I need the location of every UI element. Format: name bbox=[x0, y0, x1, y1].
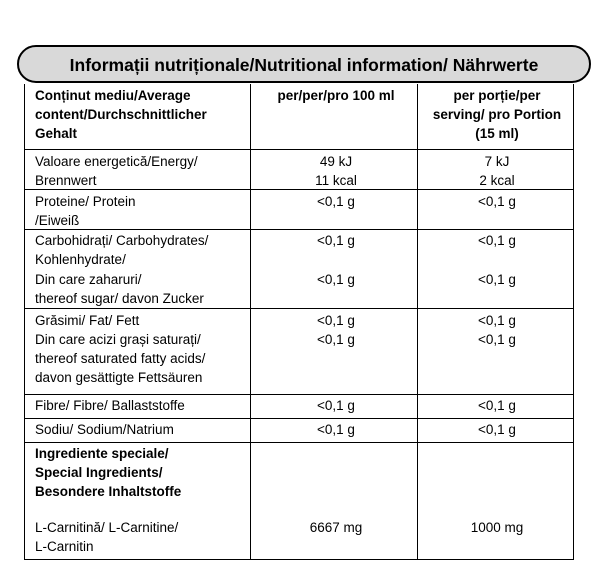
energy-per-serving: 7 kJ 2 kcal bbox=[479, 154, 515, 188]
saturated-fat-label: Din care acizi grași saturați/ thereof saturated fatty acids/ davon gesättigte Fettsäuren bbox=[35, 332, 206, 385]
sodium-label: Sodiu/ Sodium/Natrium bbox=[35, 422, 174, 437]
header-per-serving: per porție/per serving/ pro Portion (15 ml) bbox=[432, 88, 562, 141]
carbohydrates-label: Carbohidrați/ Carbohydrates/ Kohlenhydrate/ bbox=[35, 233, 209, 267]
special-ingredients-heading: Ingrediente speciale/ Special Ingredients/ Besondere Inhaltstoffe bbox=[35, 446, 182, 499]
carbohydrates-per-serving: <0,1 g bbox=[478, 233, 516, 248]
fibre-label: Fibre/ Fibre/ Ballaststoffe bbox=[35, 398, 185, 413]
saturated-fat-per-serving: <0,1 g bbox=[478, 332, 516, 347]
sugar-per-100ml: <0,1 g bbox=[317, 272, 355, 287]
header-per-100ml: per/per/pro 100 ml bbox=[277, 88, 395, 103]
protein-label: Proteine/ Protein /Eiweiß bbox=[35, 194, 136, 228]
row-divider bbox=[25, 442, 573, 443]
fat-per-serving: <0,1 g bbox=[478, 313, 516, 328]
l-carnitine-per-serving: 1000 mg bbox=[470, 520, 524, 535]
fibre-per-serving: <0,1 g bbox=[478, 398, 516, 413]
saturated-fat-per-100ml: <0,1 g bbox=[317, 332, 355, 347]
title-banner: Informații nutriționale/Nutritional information/ Nährwerte bbox=[17, 45, 591, 83]
column-divider bbox=[250, 84, 251, 559]
header-nutrient: Conținut mediu/Average content/Durchschnittlicher Gehalt bbox=[35, 88, 207, 141]
row-divider bbox=[25, 149, 573, 150]
l-carnitine-label: L-Carnitină/ L-Carnitine/ L-Carnitin bbox=[35, 520, 179, 554]
energy-label: Valoare energetică/Energy/ Brennwert bbox=[35, 154, 198, 188]
fat-per-100ml: <0,1 g bbox=[317, 313, 355, 328]
sugar-per-serving: <0,1 g bbox=[478, 272, 516, 287]
carbohydrates-per-100ml: <0,1 g bbox=[317, 233, 355, 248]
protein-per-100ml: <0,1 g bbox=[317, 194, 355, 209]
l-carnitine-per-100ml: 6667 mg bbox=[309, 520, 363, 535]
sugar-label: Din care zaharuri/ thereof sugar/ davon Zucker bbox=[35, 272, 204, 306]
nutrition-table bbox=[24, 84, 574, 560]
row-divider bbox=[25, 308, 573, 309]
protein-per-serving: <0,1 g bbox=[478, 194, 516, 209]
row-divider bbox=[25, 394, 573, 395]
fibre-per-100ml: <0,1 g bbox=[317, 398, 355, 413]
row-divider bbox=[25, 418, 573, 419]
sodium-per-100ml: <0,1 g bbox=[317, 422, 355, 437]
fat-label: Grăsimi/ Fat/ Fett bbox=[35, 313, 140, 328]
sodium-per-serving: <0,1 g bbox=[478, 422, 516, 437]
energy-per-100ml: 49 kJ 11 kcal bbox=[315, 154, 357, 188]
